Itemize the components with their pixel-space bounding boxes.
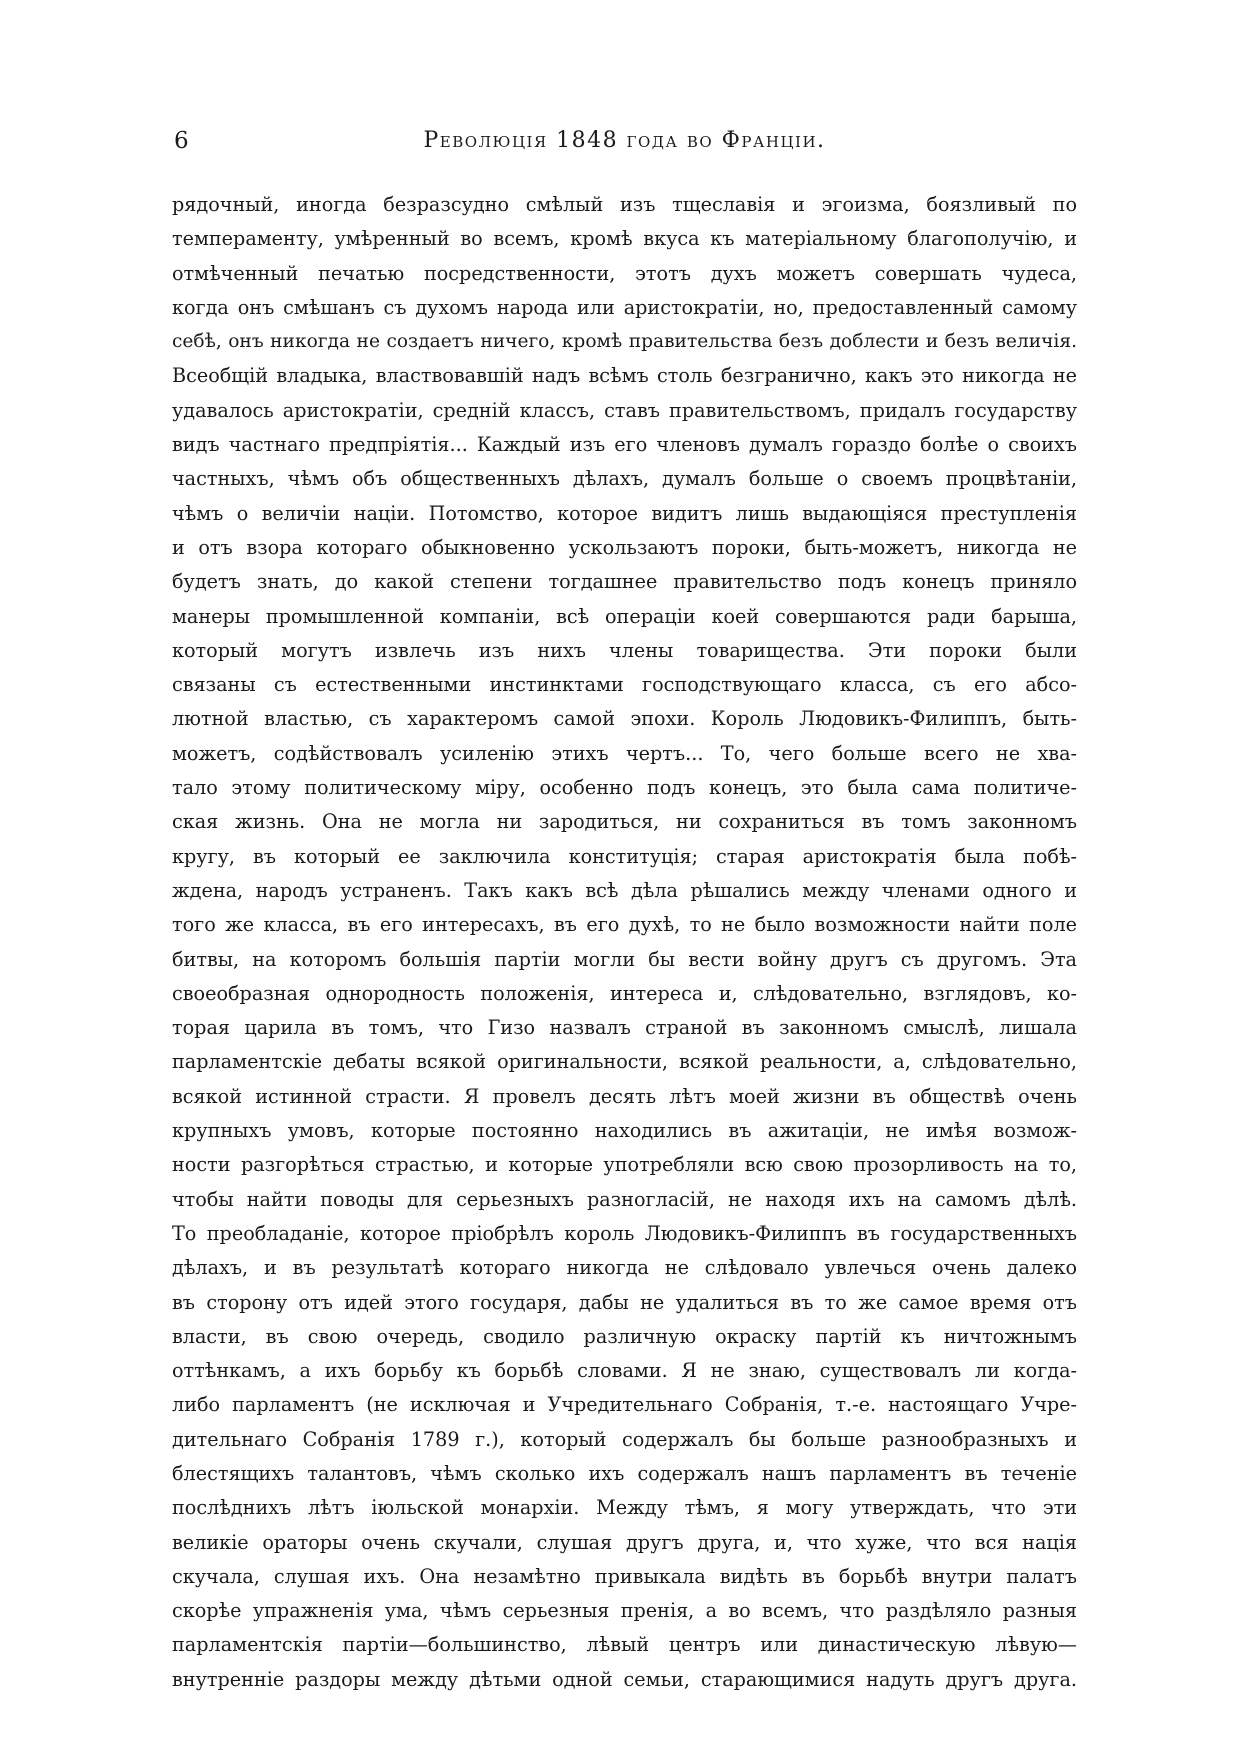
text-line: Всеобщій владыка, властвовавшій надъ всѣмъ столь безгранично, какъ это никогда не [172,364,1077,388]
text-line: торая царила въ томъ, что Гизо назвалъ страной въ законномъ смыслѣ, лишала [172,1016,1077,1040]
text-line: темпераменту, умѣренный во всемъ, кромѣ вкуса къ матеріальному благополучію, и [172,227,1077,251]
text-line: То преобладаніе, которое пріобрѣлъ король Людовикъ-Филиппъ въ государственныхъ [172,1221,1077,1245]
text-line: власти, въ свою очередь, сводило различную окраску партій къ ничтожнымъ [172,1324,1077,1348]
text-line: можетъ, содѣйствовалъ усиленію этихъ чертъ... То, чего больше всего не хва- [172,741,1077,765]
text-line: манеры промышленной компаніи, всѣ операціи коей совершаются ради барыша, [172,604,1077,628]
page-number: 6 [174,128,190,154]
text-line: который могутъ извлечь изъ нихъ члены товарищества. Эти пороки были [172,638,1077,662]
text-line: дѣлахъ, и въ результатѣ котораго никогда не слѣдовало увлечься очень далеко [172,1256,1077,1280]
text-line: удавалось аристократіи, средній классъ, ставъ правительствомъ, придалъ государству [172,398,1077,422]
text-line: чѣмъ о величіи націи. Потомство, которое видитъ лишь выдающіяся преступленія [172,501,1077,525]
text-line: битвы, на которомъ большія партіи могли бы вести войну другъ съ другомъ. Эта [172,947,1077,971]
text-line: чтобы найти поводы для серьезныхъ разногласій, не находя ихъ на самомъ дѣлѣ. [172,1187,1077,1211]
text-line: крупныхъ умовъ, которые постоянно находились въ ажитаціи, не имѣя возмож- [172,1119,1077,1143]
text-line: того же класса, въ его интересахъ, въ его духѣ, то не было возможности найти поле [172,913,1077,937]
text-line: парламентскія партіи—большинство, лѣвый центръ или династическую лѣвую— [172,1633,1077,1657]
text-line: послѣднихъ лѣтъ іюльской монархіи. Между тѣмъ, я могу утверждать, что эти [172,1496,1077,1520]
text-line: рядочный, иногда безразсудно смѣлый изъ тщеславія и эгоизма, боязливый по [172,193,1077,216]
text-line: когда онъ смѣшанъ съ духомъ народа или аристократіи, но, предоставленный самому [172,295,1077,319]
text-line: въ сторону отъ идей этого государя, дабы не удалиться въ то же самое время отъ [172,1290,1077,1314]
text-line: частныхъ, чѣмъ объ общественныхъ дѣлахъ, думалъ больше о своемъ процвѣтаніи, [172,467,1077,491]
text-line: отмѣченный печатью посредственности, этотъ духъ можетъ совершать чудеса, [172,261,1077,285]
text-line: скучала, слушая ихъ. Она незамѣтно привыкала видѣть въ борьбѣ внутри палатъ [172,1564,1077,1588]
text-line: великіе ораторы очень скучали, слушая другъ друга, и, что хуже, что вся нація [172,1530,1077,1554]
text-line: блестящихъ талантовъ, чѣмъ сколько ихъ содержалъ нашъ парламентъ въ теченіе [172,1461,1077,1485]
text-line: кругу, въ который ее заключила конституція; старая аристократія была побѣ- [172,844,1077,868]
body-text [172,188,1077,1697]
text-line: и отъ взора котораго обыкновенно ускользаютъ пороки, быть-можетъ, никогда не [172,535,1077,559]
text-line: будетъ знать, до какой степени тогдашнее правительство подъ конецъ приняло [172,570,1077,594]
text-line: парламентскіе дебаты всякой оригинальности, всякой реальности, а, слѣдовательно, [172,1050,1077,1074]
text-line: себѣ, онъ никогда не создаетъ ничего, кромѣ правительства безъ доблести и безъ величія. [172,331,1077,353]
text-line: лютной властью, съ характеромъ самой эпохи. Король Людовикъ-Филиппъ, быть- [172,707,1077,731]
text-line: внутренніе раздоры между дѣтьми одной семьи, старающимися надуть другъ друга. [172,1667,1077,1691]
text-line: скорѣе упражненія ума, чѣмъ серьезныя пренія, а во всемъ, что раздѣляло разныя [172,1599,1077,1623]
text-line: всякой истинной страсти. Я провелъ десять лѣтъ моей жизни въ обществѣ очень [172,1084,1077,1108]
running-title: Революція 1848 года во Франціи. [423,128,826,153]
text-line: тало этому политическому міру, особенно подъ конецъ, это была сама политиче- [172,776,1077,800]
text-line: своеобразная однородность положенія, интереса и, слѣдовательно, взглядовъ, ко- [172,981,1077,1005]
text-line: ждена, народъ устраненъ. Такъ какъ всѣ дѣла рѣшались между членами одного и [172,878,1077,902]
text-line: связаны съ естественными инстинктами господствующаго класса, съ его абсо- [172,673,1077,697]
text-line: ности разгорѣться страстью, и которые употребляли всю свою прозорливость на то, [172,1153,1077,1177]
text-line: дительнаго Собранія 1789 г.), который содержалъ бы больше разнообразныхъ и [172,1427,1077,1451]
text-line: оттѣнкамъ, а ихъ борьбу къ борьбѣ словами. Я не знаю, существовалъ ли когда- [172,1359,1077,1383]
text-line: видъ частнаго предпріятія... Каждый изъ его членовъ думалъ гораздо болѣе о своихъ [172,433,1077,457]
page-header [172,128,1077,168]
text-line: ская жизнь. Она не могла ни зародиться, ни сохраниться въ томъ законномъ [172,810,1077,834]
text-line: либо парламентъ (не исключая и Учредительнаго Собранія, т.-е. настоящаго Учре- [172,1393,1077,1417]
